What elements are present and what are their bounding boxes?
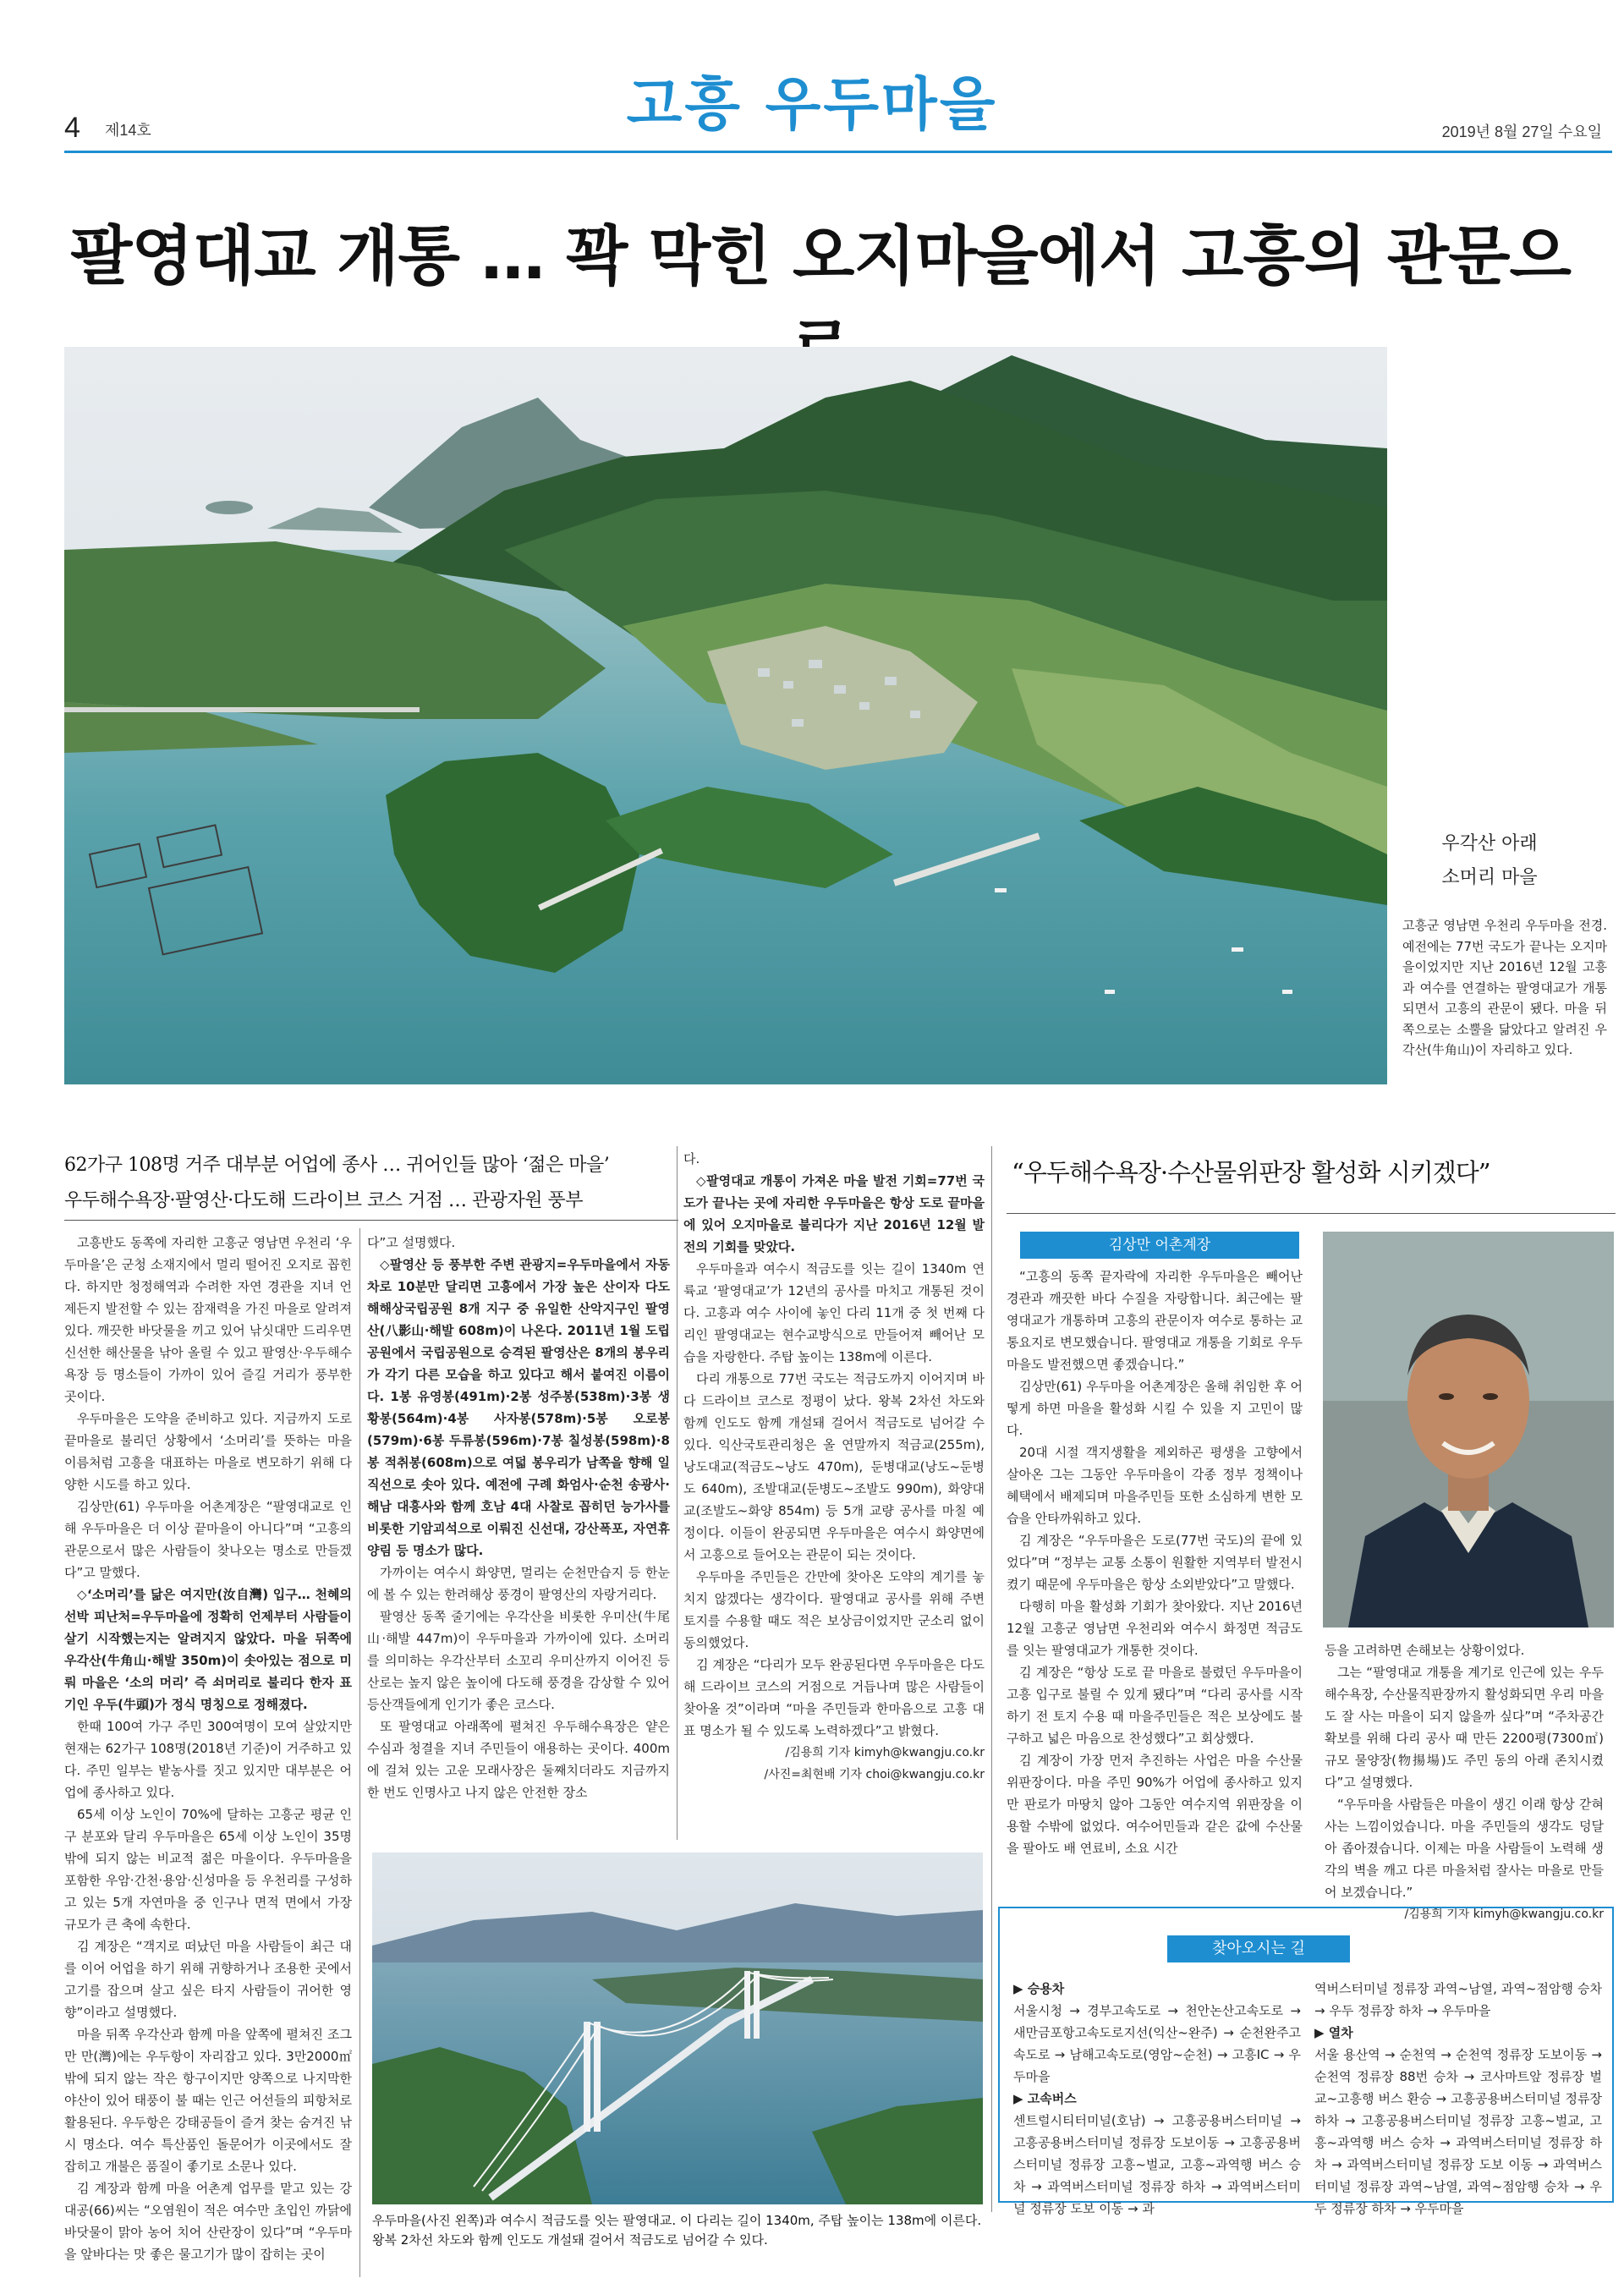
paragraph: 다행히 마을 활성화 기회가 찾아왔다. 지난 2016년 12월 고흥군 영남면 우천리와 여수시 화정면 적금도를 잇는 팔영대교가 개통한 것이다. <box>1007 1599 1303 1658</box>
paragraph: 등을 고려하면 손해보는 상황이었다. <box>1325 1643 1525 1658</box>
bridge-photo <box>372 1853 983 2204</box>
column-divider <box>677 1146 678 1840</box>
headline: 팔영대교 개통 … 꽉 막힌 오지마을에서 고흥의 관문으 <box>70 218 1571 294</box>
interview-rule <box>1007 1213 1616 1214</box>
interview-byline: /김용희 기자 kimyh@kwangju.co.kr <box>1404 1908 1604 1921</box>
train-route: 서울 용산역 → 순천역 → 순천역 정류장 도보이동 → 순천역 정류장 88번 승차 → 코사마트앞 정류장 벌교~고흥행 버스 환승 → 고흥공용버스터미널 정류장 하차 → 고흥공용버스터미널 정류장 고흥~벌교, 고흥~과역행 버스 승차 → 과역버스터미널 정류장 하차 → 과역버스터미널 정류장 도보 이동 → 과역버스터미널 정류장 과역~남열, 과역~점암행 승차 → 우두 정류장 하차 → 우두마을 <box>1314 2047 1602 2216</box>
paragraph: 다. <box>683 1151 700 1166</box>
byline-reporter: /김용희 기자 kimyh@kwangju.co.kr <box>785 1746 985 1759</box>
section-title: 고흥 우두마을 <box>626 72 998 139</box>
paragraph: 김 계장은 “항상 도로 끝 마을로 불렸던 우두마을이 고흥 입구로 불릴 수 있게 됐다”며 “다리 공사를 시작하기 전 토지 수용 때 마을주민들은 적은 보상에도 불구하고 넓은 마음으로 찬성했다”고 회상했다. <box>1007 1665 1303 1746</box>
bus-heading: ▶ 고속버스 <box>1013 2091 1077 2106</box>
paragraph: 김 계장과 함께 마을 어촌계 업무를 맡고 있는 강대공(66)씨는 “오염원이 적은 여수만 초입인 까닭에 바닷물이 맑아 농어 치어 산란장이 있다”며 “우두마을 앞바다는 맛 좋은 물고기가 많이 잡히는 곳이 <box>64 2181 352 2262</box>
bus-route: 센트럴시티터미널(호남) → 고흥공용버스터미널 → 고흥공용버스터미널 정류장 도보이동 → 고흥공용버스터미널 정류장 고흥~벌교, 고흥~과역행 버스 승차 → 과역버스터미널 정류장 하차 → 과역버스터미널 정류장 도보 이동 → 과 <box>1013 2113 1301 2216</box>
paragraph: 김 계장은 “객지로 떠났던 마을 사람들이 최근 대를 이어 어업을 하기 위해 귀향하거나 조용한 곳에서 고기를 잡으며 살고 싶은 타지 사람들이 귀어한 영향”이라고 설명했다. <box>64 1939 352 2020</box>
article-column-2 <box>367 1232 670 1800</box>
section-paragraph: ◇팔영대교 개통이 가져온 마을 발전 기회=77번 국도가 끝나는 곳에 자리한 우두마을은 항상 도로 끝마을에 있어 오지마을로 불리다가 지난 2016년 12월 발전의 기회를 맞았다. <box>683 1173 985 1254</box>
paragraph: 우두마을은 도약을 준비하고 있다. 지금까지 도로 끝마을로 불리던 상황에서 ‘소머리’를 뜻하는 마을 이름처럼 고흥을 대표하는 마을로 변모하기 위해 다양한 시도를 하고 있다. <box>64 1411 352 1492</box>
paragraph: 그는 “팔영대교 개통을 계기로 인근에 있는 우두해수욕장, 수산물직판장까지 활성화되면 우리 마을도 잘 사는 마을이 되지 않을까 싶다”며 “주차공간 확보를 위해 다리 공사 때 만든 2200평(7300㎡) 규모 물양장(物揚場)도 주민 동의 아래 존치시켰다”고 설명했다. <box>1325 1665 1604 1790</box>
train-heading: ▶ 열차 <box>1314 2025 1353 2040</box>
interviewee-tag: 김상만 어촌계장 <box>1020 1232 1299 1259</box>
photo-title-line1: 우각산 아래 <box>1441 833 1538 854</box>
directions-column-left <box>1013 1978 1301 2220</box>
paragraph: 김상만(61) 우두마을 어촌계장은 올해 취임한 후 어떻게 하면 마을을 활성화 시킬 수 있을 지 고민이 많다. <box>1007 1379 1303 1438</box>
publish-date: 2019년 8월 27일 수요일 <box>1441 124 1602 140</box>
paragraph: 고흥반도 동쪽에 자리한 고흥군 영남면 우천리 ‘우두마을’은 군청 소재지에서 멀리 떨어진 오지로 꼽힌다. 하지만 청정해역과 수려한 자연 경관을 지녀 언제든지 발전할 수 있는 잠재력을 가진 마을로 알려져 있다. 깨끗한 바닷물을 끼고 있어 낚싯대만 드리우면 신선한 해산물을 낚아 올릴 수 있고 팔영산·우두해수욕장 등 명소들이 가까이 있어 즐길 거리가 풍부한 곳이다. <box>64 1235 352 1404</box>
paragraph: 65세 이상 노인이 70%에 달하는 고흥군 평균 인구 분포와 달리 우두마을은 65세 이상 노인이 35명밖에 되지 않는 비교적 젊은 마을이다. 우두마을을 포함한 우암·간천·용암·신성마을 등 우천리를 구성하고 있는 5개 자연마을 중 인구나 면적 면에서 가장 규모가 큰 축에 속한다. <box>64 1807 352 1932</box>
article-column-3 <box>683 1148 985 1837</box>
bridge-caption: 우두마을(사진 왼쪽)과 여수시 적금도를 잇는 팔영대교. 이 다리는 길이 1340m, 주탑 높이는 138m에 이른다. 왕복 2차선 차도와 함께 인도도 개설돼 걸어서 적금도로 넘어갈 수 있다. <box>372 2213 982 2248</box>
directions-column-right <box>1314 1978 1602 2220</box>
photo-title-line2: 소머리 마을 <box>1441 867 1538 888</box>
section-paragraph: ◇팔영산 등 풍부한 주변 관광지=우두마을에서 자동차로 10분만 달리면 고흥에서 가장 높은 산이자 다도해해상국립공원 8개 지구 중 유일한 산악지구인 팔영산(八影山·해발 608m)이 나온다. 2011년 1월 도립공원에서 국립공원으로 승격된 팔영산은 8개의 봉우리가 각기 다른 모습을 하고 있다고 해서 붙여진 이름이다. 1봉 유영봉(491m)·2봉 성주봉(538m)·3봉 생황봉(564m)·4봉 사자봉(578m)·5봉 오로봉(579m)·6봉 두류봉(596m)·7봉 칠성봉(598m)·8봉 적취봉(608m)으로 여덟 봉우리가 남쪽을 향해 일직선으로 솟아 있다. 예전에 구례 화엄사·순천 송광사·해남 대흥사와 함께 호남 4대 사찰로 꼽히던 능가사를 비롯한 기암괴석으로 이뤄진 신선대, 강산폭포, 자연휴양림 등 명소가 많다. <box>367 1257 670 1558</box>
paragraph: 김상만(61) 우두마을 어촌계장은 “팔영대교로 인해 우두마을은 더 이상 끝마을이 아니다”며 “고흥의 관문으로서 많은 사람들이 찾나오는 명소로 만들겠다”고 말했다. <box>64 1499 352 1580</box>
car-route: 서울시청 → 경부고속도로 → 천안논산고속도로 → 새만금포항고속도로지선(익산~완주) → 순천완주고속도로 → 남해고속도로(영암~순천) → 고흥IC → 우두마을 <box>1013 2003 1301 2084</box>
article-column-1 <box>64 1232 352 2276</box>
interview-quote: “우두해수욕장·수산물위판장 활성화 시키겠다” <box>1012 1158 1490 1187</box>
interview-column-left <box>1007 1265 1303 1891</box>
subhead-1: 62가구 108명 거주 대부분 어업에 종사 … 귀어인들 많아 ‘젊은 마을’ <box>64 1155 610 1176</box>
photo-caption: 고흥군 영남면 우천리 우두마을 전경. 예전에는 77번 국도가 끝나는 오지마을이었지만 지난 2016년 12월 고흥과 여수를 연결하는 팔영대교가 개통되면서 고흥의 관문이 됐다. 마을 뒤쪽으로는 소뿔을 닮았다고 알려진 우각산(牛角山)이 자리하고 있다. <box>1402 918 1607 1057</box>
column-divider <box>359 1228 360 2277</box>
paragraph: 다”고 설명했다. <box>367 1235 456 1250</box>
paragraph: 20대 시절 객지생활을 제외하곤 평생을 고향에서 살아온 그는 그동안 우두마을이 각종 정부 정책이나 혜택에서 배제되며 마을주민들 또한 소심하게 변한 모습을 안타까워하고 있다. <box>1007 1445 1303 1526</box>
section-paragraph: ◇‘소머리’를 닮은 여지만(汝自灣) 입구… 천혜의 선박 피난처=우두마을에 정확히 언제부터 사람들이 살기 시작했는지는 알려지지 않았다. 마을 뒤쪽에 우각산(牛角山·해발 350m)이 솟아있는 점으로 미뤄 마을은 ‘소의 머리’ 즉 쇠머리로 불리다 한자 표기인 우두(牛頭)가 정식 명칭으로 정해졌다. <box>64 1587 352 1712</box>
paragraph: 다리 개통으로 77번 국도는 적금도까지 이어지며 바다 드라이브 코스로 정평이 났다. 왕복 2차선 차도와 함께 인도도 함께 개설돼 걸어서 적금도로 넘어갈 수 있다. 익산국토관리청은 올 연말까지 적금교(255m), 낭도대교(적금도~낭도 470m), 둔병대교(낭도~둔병도 640m), 조발대교(둔병도~조발도 990m), 화양대교(조발도~화양 854m) 등 5개 교량 공사를 마칠 예정이다. 이들이 완공되면 우두마을은 여수시 화양면에서 고흥으로 들어오는 관문이 되는 것이다. <box>683 1371 985 1562</box>
paragraph: 가까이는 여수시 화양면, 멀리는 순천만습지 등 한눈에 볼 수 있는 한려해상 풍경이 팔영산의 자랑거리다. <box>367 1565 670 1602</box>
interview-column-right <box>1325 1639 1604 1921</box>
directions-title: 찾아오시는 길 <box>1167 1935 1350 1962</box>
paragraph: 우두마을 주민들은 간만에 찾아온 도약의 계기를 놓치지 않겠다는 생각이다. 팔영대교 공사를 위해 주변 토지를 수용할 때도 적은 보상금이었지만 군소리 없이 동의했었다. <box>683 1569 985 1650</box>
paragraph: 김 계장은 “다리가 모두 완공된다면 우두마을은 다도해 드라이브 코스의 거점으로 거듭나며 많은 사람들이 찾아올 것”이라며 “마을 주민들과 한마음으로 고흥 대표 명소가 될 수 있도록 노력하겠다”고 밝혔다. <box>683 1657 985 1738</box>
issue-number: 제14호 <box>105 122 151 139</box>
paragraph: 마을 뒤쪽 우각산과 함께 마을 앞쪽에 펼쳐진 조그만 만(灣)에는 우두항이 자리잡고 있다. 3만2000㎡ 밖에 되지 않는 작은 항구이지만 양쪽으로 나지막한 야산이 있어 태풍이 불 때는 인근 어선들의 피항처로 활용된다. 우두항은 강태공들이 즐겨 찾는 숨겨진 낚시 명소다. 여수 특산품인 돌문어가 이곳에서도 잘 잡히고 개불은 품질이 좋기로 소문나 있다. <box>64 2027 352 2174</box>
interviewee-portrait <box>1323 1232 1614 1628</box>
paragraph: 김 계장은 “우두마을은 도로(77번 국도)의 끝에 있었다”며 “정부는 교통 소통이 원활한 지역부터 발전시켰기 때문에 우두마을은 항상 소외받았다”고 말했다. <box>1007 1533 1303 1592</box>
aerial-photo <box>64 347 1387 1084</box>
subhead-2: 우두해수욕장·팔영산·다도해 드라이브 코스 거점 … 관광자원 풍부 <box>64 1190 583 1211</box>
column-divider <box>991 1146 992 2212</box>
paragraph: 한때 100여 가구 주민 300여명이 모여 살았지만 현재는 62가구 108명(2018년 기준)이 거주하고 있다. 주민 일부는 밭농사를 짓고 있지만 대부분은 어업에 종사하고 있다. <box>64 1719 352 1800</box>
page-number: 4 <box>64 112 80 144</box>
photo-title <box>1394 827 1585 895</box>
paragraph: “고흥의 동쪽 끝자락에 자리한 우두마을은 빼어난 경관과 깨끗한 바다 수질을 자랑합니다. 최근에는 팔영대교가 개통하며 고흥의 관문이자 여수로 통하는 교통요지로 변모했습니다. 팔영대교 개통을 기회로 우두마을도 발전했으면 좋겠습니다.” <box>1007 1269 1303 1372</box>
paragraph: 또 팔영대교 아래쪽에 펼쳐진 우두해수욕장은 얕은 수심과 청결을 지녀 주민들이 애용하는 곳이다. 400m에 걸쳐 있는 고운 모래사장은 둘째치더라도 지금까지 한 번도 인명사고 나지 않은 안전한 장소 <box>367 1719 670 1800</box>
paragraph: 김 계장이 가장 먼저 추진하는 사업은 마을 수산물 위판장이다. 마을 주민 90%가 어업에 종사하고 있지만 판로가 마땅치 않아 그동안 여수지역 위판장을 이용할 수밖에 없었다. 여수어민들과 같은 값에 수산물을 팔아도 배 연료비, 소요 시간 <box>1007 1753 1303 1856</box>
paragraph: 팔영산 동쪽 줄기에는 우각산을 비롯한 우미산(牛尾山·해발 447m)이 우두마을과 가까이에 있다. 소머리를 의미하는 우각산부터 소꼬리 우미산까지 이어진 등산로는 높지 않은 높이에 다도해 풍경을 감상할 수 있어 등산객들에게 인기가 좋은 코스다. <box>367 1609 670 1712</box>
subhead-rule <box>64 1220 678 1221</box>
paragraph: “우두마을 사람들은 마을이 생긴 이래 항상 갇혀 사는 느낌이었습니다. 마을 주민들의 생각도 덩달아 좁아졌습니다. 이제는 마을 사람들이 노력해 생각의 벽을 깨고 다른 마을처럼 잘사는 마을로 만들어 보겠습니다.” <box>1325 1797 1604 1900</box>
masthead-rule <box>64 151 1612 153</box>
paragraph: 우두마을과 여수시 적금도를 잇는 길이 1340m 연륙교 ‘팔영대교’가 12년의 공사를 마치고 개통된 것이다. 고흥과 여수 사이에 놓인 다리 11개 중 첫 번째 다리인 팔영대교는 현수교방식으로 만들어져 빼어난 모습을 자랑한다. 주탑 높이는 138m에 이른다. <box>683 1261 985 1364</box>
byline-photographer: /사진=최현배 기자 choi@kwangju.co.kr <box>764 1768 985 1781</box>
car-heading: ▶ 승용차 <box>1013 1981 1065 1996</box>
bus-route-continued: 역버스터미널 정류장 과역~남열, 과역~점암행 승차 → 우두 정류장 하차 → 우두마을 <box>1314 1981 1602 2018</box>
